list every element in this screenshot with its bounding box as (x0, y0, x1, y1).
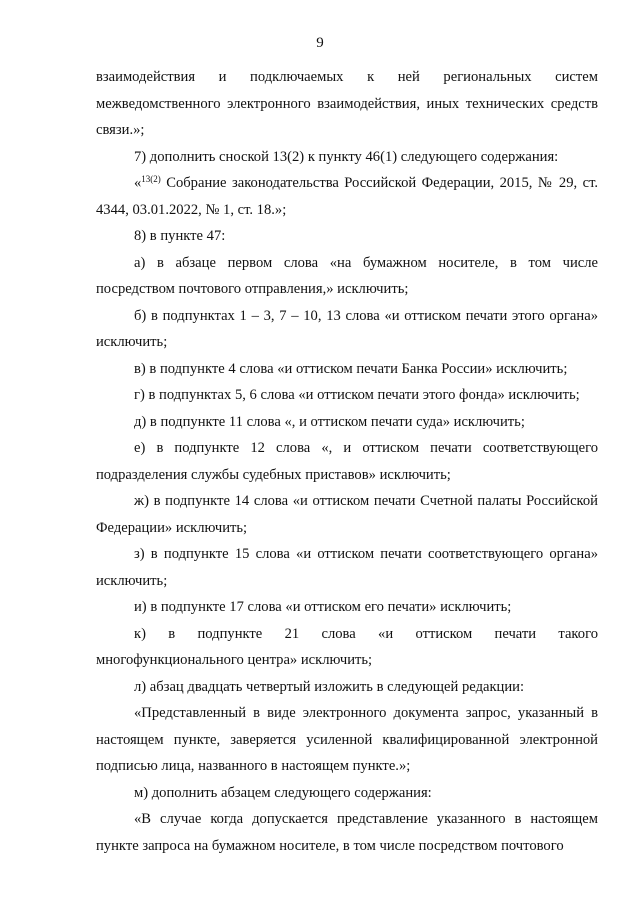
footnote-open-quote: « (134, 175, 142, 191)
page-number: 9 (316, 35, 324, 51)
paragraph-subitem-v: в) в подпункте 4 слова «и оттиском печати Банка России» исключить; (134, 360, 568, 377)
footnote-body: Собрание законодательства Российской Федерации, 2015, № 29, ст. 4344, 03.01.2022, № 1, ст. 18.»; (96, 175, 598, 218)
paragraph-footnote-text (96, 170, 598, 223)
paragraph-subitem-a: а) в абзаце первом слова «на бумажном носителе, в том числе посредством почтового отправления,» исключить; (96, 254, 598, 297)
paragraph-quoted-addition: «В случае когда допускается представление указанного в настоящем пункте запроса на бумажном носителе, в том числе посредством почтового (96, 811, 598, 854)
paragraph-subitem-k: к) в подпункте 21 слова «и оттиском печати такого многофункционального центра» исключить; (96, 625, 598, 668)
paragraph-subitem-l: л) абзац двадцать четвертый изложить в следующей редакции: (134, 678, 525, 695)
paragraph-continuation-rest: межведомственного электронного взаимодействия, иных технических средств связи.»; (96, 95, 598, 138)
paragraph-quoted-new-text: «Представленный в виде электронного документа запрос, указанный в настоящем пункте, заверяется усиленной квалифицированной электронной подписью лица, названного в настоящем пункте.»; (96, 705, 598, 774)
paragraph-subitem-z: з) в подпункте 15 слова «и оттиском печати соответствующего органа» исключить; (96, 546, 598, 589)
paragraph-subitem-b: б) в подпунктах 1 – 3, 7 – 10, 13 слова «и оттиском печати этого органа» исключить; (96, 307, 598, 350)
paragraph-continuation-line1: взаимодействия и подключаемых к ней региональных систем (96, 69, 598, 85)
footnote-superscript: 13(2) (141, 174, 161, 184)
paragraph-subitem-g: г) в подпунктах 5, 6 слова «и оттиском печати этого фонда» исключить; (134, 387, 580, 403)
paragraph-item-8: 8) в пункте 47: (134, 228, 226, 244)
paragraph-subitem-d: д) в подпункте 11 слова «, и оттиском печати суда» исключить; (134, 413, 525, 430)
paragraph-subitem-zh: ж) в подпункте 14 слова «и оттиском печати Счетной палаты Российской Федерации» исключить; (96, 493, 598, 536)
paragraph-subitem-m: м) дополнить абзацем следующего содержания: (134, 784, 432, 801)
paragraph-subitem-i: и) в подпункте 17 слова «и оттиском его печати» исключить; (134, 599, 512, 615)
document-text (96, 64, 598, 859)
paragraph-subitem-e: е) в подпункте 12 слова «, и оттиском печати соответствующего подразделения службы судебных приставов» исключить; (96, 440, 598, 483)
paragraph-item-7: 7) дополнить сноской 13(2) к пункту 46(1) следующего содержания: (134, 148, 559, 165)
